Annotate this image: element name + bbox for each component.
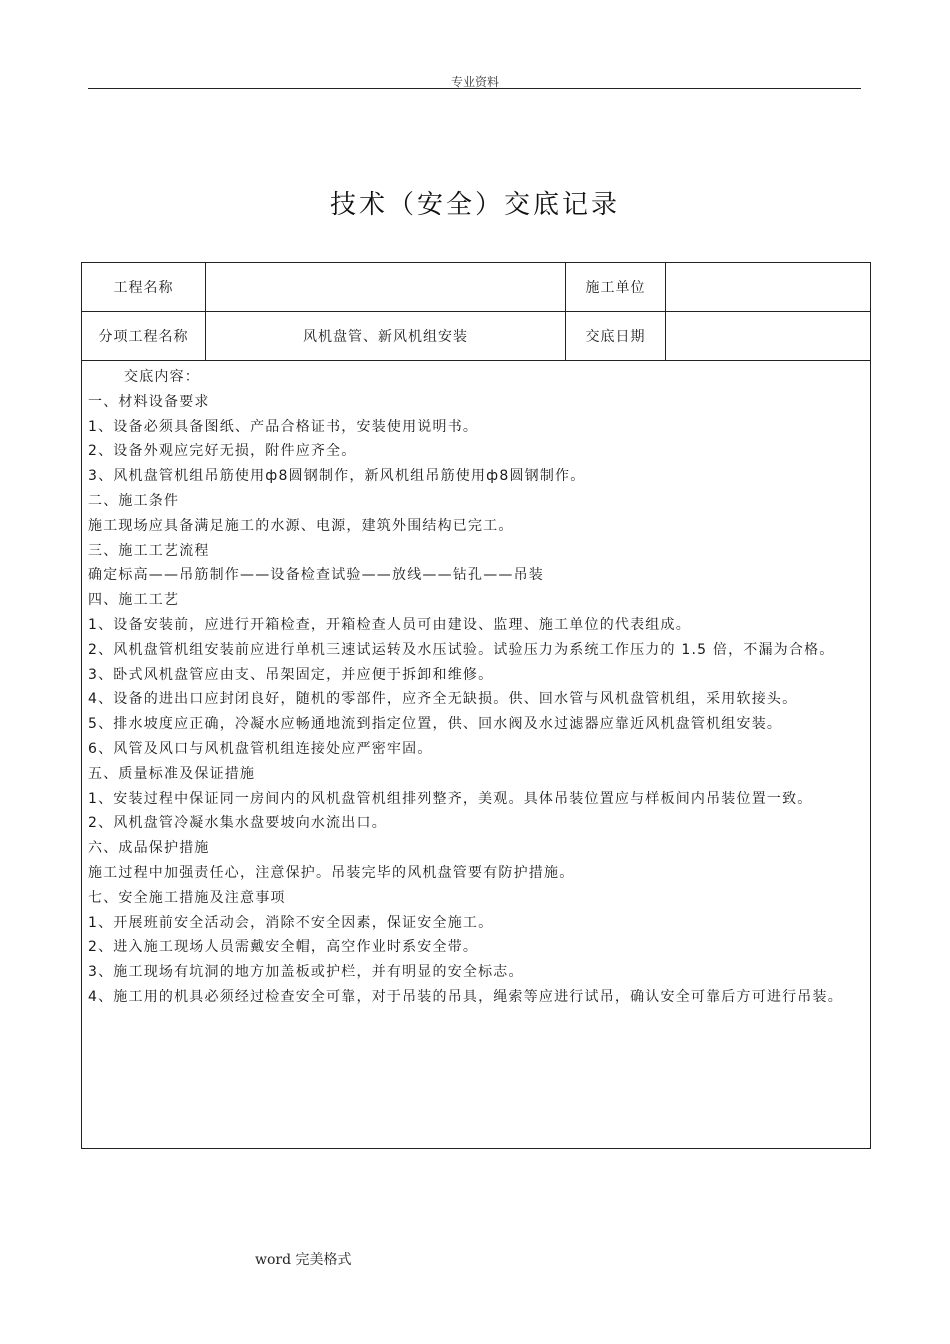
project-name-label: 工程名称	[82, 263, 206, 312]
content-line: 4、设备的进出口应封闭良好，随机的零部件，应齐全无缺损。供、回水管与风机盘管机组，采用软接头。	[88, 691, 798, 708]
content-line: 3、施工现场有坑洞的地方加盖板或护栏，并有明显的安全标志。	[88, 964, 524, 981]
content-line: 七、安全施工措施及注意事项	[88, 889, 286, 906]
disclosure-content-cell	[82, 361, 871, 1149]
subproject-name-label: 分项工程名称	[82, 312, 206, 361]
disclosure-date-label: 交底日期	[566, 312, 666, 361]
content-line: 二、施工条件	[88, 492, 180, 509]
content-line: 1、设备安装前，应进行开箱检查，开箱检查人员可由建设、监理、施工单位的代表组成。	[88, 616, 691, 633]
content-line: 四、施工工艺	[88, 592, 180, 609]
content-row	[82, 361, 871, 1149]
content-line: 施工过程中加强责任心，注意保护。吊装完毕的风机盘管要有防护措施。	[88, 864, 575, 881]
document-title: 技术（安全）交底记录	[329, 190, 620, 220]
content-line: 2、设备外观应完好无损，附件应齐全。	[88, 443, 357, 460]
project-info-row	[82, 263, 871, 312]
page-footer-text: word 完美格式	[255, 1252, 352, 1268]
content-line: 5、排水坡度应正确，冷凝水应畅通地流到指定位置，供、回水阀及水过滤器应靠近风机盘管机组安装。	[88, 716, 783, 733]
content-line: 一、材料设备要求	[88, 393, 210, 410]
content-line: 2、风机盘管冷凝水集水盘要坡向水流出口。	[88, 815, 387, 832]
content-line: 三、施工工艺流程	[88, 542, 210, 559]
content-line: 2、进入施工现场人员需戴安全帽，高空作业时系安全带。	[88, 939, 479, 956]
content-heading: 交底内容：	[124, 369, 200, 385]
content-line: 1、安装过程中保证同一房间内的风机盘管机组排列整齐，美观。具体吊装位置应与样板间内吊装位置一致。	[88, 790, 813, 807]
content-line: 六、成品保护措施	[88, 840, 210, 857]
construction-unit-value	[666, 263, 871, 312]
disclosure-date-value	[666, 312, 871, 361]
construction-unit-label: 施工单位	[566, 263, 666, 312]
content-line: 1、设备必须具备图纸、产品合格证书，安装使用说明书。	[88, 418, 479, 435]
subproject-info-row	[82, 312, 871, 361]
content-line: 3、风机盘管机组吊筋使用ф8圆钢制作，新风机组吊筋使用ф8圆钢制作。	[88, 468, 586, 485]
content-line: 施工现场应具备满足施工的水源、电源，建筑外围结构已完工。	[88, 517, 514, 534]
header-divider	[88, 88, 861, 89]
content-line: 3、卧式风机盘管应由支、吊架固定，并应便于拆卸和维修。	[88, 666, 494, 683]
disclosure-record-table	[81, 262, 871, 1149]
content-line: 2、风机盘管机组安装前应进行单机三速试运转及水压试验。试验压力为系统工作压力的 1.5 倍，不漏为合格。	[88, 641, 835, 658]
content-line: 确定标高——吊筋制作——设备检查试验——放线——钻孔——吊装	[88, 567, 544, 584]
content-line: 五、质量标准及保证措施	[88, 765, 256, 782]
content-line: 6、风管及风口与风机盘管机组连接处应严密牢固。	[88, 740, 433, 757]
page-header-text: 专业资料	[450, 75, 499, 89]
subproject-name-value: 风机盘管、新风机组安装	[206, 312, 566, 361]
content-line: 1、开展班前安全活动会，消除不安全因素，保证安全施工。	[88, 914, 494, 931]
content-line: 4、施工用的机具必须经过检查安全可靠，对于吊装的吊具，绳索等应进行试吊，确认安全可靠后方可进行吊装。	[88, 988, 843, 1005]
project-name-value	[206, 263, 566, 312]
